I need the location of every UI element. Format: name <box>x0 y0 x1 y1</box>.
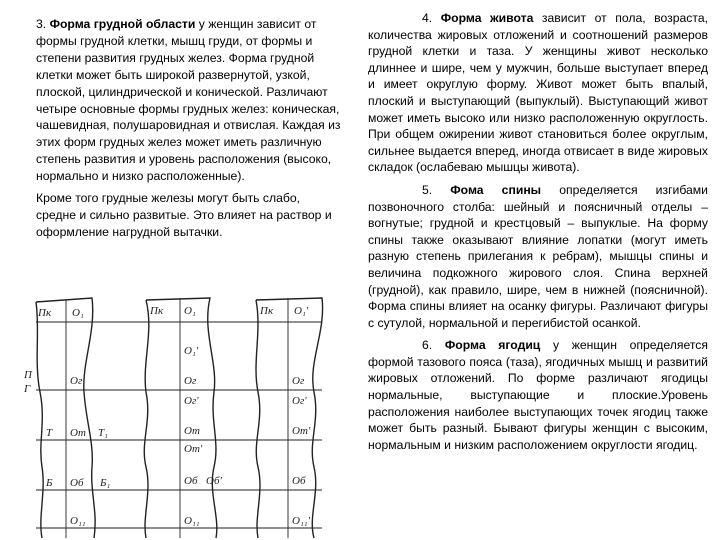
label-o1p-3: О₁' <box>294 305 309 317</box>
chest-extra-paragraph: Кроме того грудные железы могут быть слабо, средне и сильно развитые. Это влияет на раствор и оформление нагрудной вытачки. <box>36 191 332 239</box>
label-o1: О₁ <box>72 307 84 319</box>
label-ob-3: Об <box>292 475 306 487</box>
label-t1: Т₁ <box>98 427 108 439</box>
label-pk: Пк <box>38 307 52 319</box>
buttocks-paragraph <box>368 337 708 453</box>
right-column <box>368 10 708 453</box>
item-number: 3. <box>36 17 50 31</box>
label-otp-2: От' <box>184 443 203 455</box>
figure-silhouettes-drawing <box>22 292 352 540</box>
item-title: Форма живота <box>440 11 534 25</box>
item-text: определяется изгибами позвоночного столба: шейный и поясничный отделы – вогнутые; грудной и крестцовый – выпуклые. На форму спины также оказывают влияние лопатки (могут иметь разную степень прилегания к ребрам), мышцы спины и величина подкожного жирового слоя. Спина верхней (грудной), как правило, шире, чем в нижней (поясничной). Форма спины влияет на осанку фигуры. Различают фигуры с сутулой, нормальной и перегибистой осанкой. <box>368 182 708 330</box>
item-number: 4. <box>422 11 441 25</box>
abdomen-paragraph <box>368 10 708 176</box>
label-g: Г <box>24 383 31 395</box>
item-number: 6. <box>422 338 445 353</box>
label-og-2: Ог <box>184 375 197 387</box>
item-text: зависит от пола, возраста, количества жировых отложений и соотношений размеров грудной клетки и таза. У женщины живот несколько длиннее и шире, чем у мужчин, больше выступает вперед и имеет округлую форму. Живот может быть впалый, плоский и выступающий (выпуклый). Выступающий живот может иметь высоко или низко расположенную округлость. При общем ожирении живот становиться более округлым, сильнее выдается вперед, иногда отвисает в виде жировых складок (ослабеваю мышцы живота). <box>368 11 708 175</box>
item-title: Форма ягодиц <box>444 338 541 353</box>
item-text: у женщин зависит от формы грудной клетки, мышц груди, от формы и степени развития грудных желез. Форма грудной клетки может быть широкой развернутой, узкой, плоской, цилиндрической и конической. Различают четыре основные формы грудных желез: коническая, чашевидная, полушаровидная и отвислая. Каждая из этих форм грудных желез может иметь различную степень развития и уровень расположения (высоко, нормально и низко расположенные). <box>36 17 341 184</box>
label-t: Т <box>46 427 53 439</box>
label-ob-2: Об <box>184 475 198 487</box>
label-o11: О₁₁ <box>70 515 86 527</box>
item-title: Форма грудной области <box>49 17 196 31</box>
label-ot-2: От <box>184 425 200 437</box>
label-ogp-2: Ог' <box>184 395 199 407</box>
label-b1: Б₁ <box>100 477 111 489</box>
label-otp-3: От' <box>292 425 311 437</box>
label-o11-2: О₁₁ <box>184 515 200 527</box>
chest-paragraph <box>36 16 342 185</box>
label-ob: Об <box>70 477 84 489</box>
level-lines <box>36 322 322 528</box>
label-og: Ог <box>70 375 83 387</box>
item-text: у женщин определяется формой тазового пояса (таза), ягодичных мышц и развитий жировых отложений. По форме различают ягодицы нормальные, выступающие и плоские.Уровень расположения наиболее выступающих точек ягодиц также может быть разный. Бывают фигуры женщин с высоким, нормальным и низким расположением округлости ягодиц. <box>368 338 708 452</box>
silhouette-3 <box>256 298 323 538</box>
left-column <box>36 16 342 241</box>
label-obp-2: Об' <box>206 475 222 487</box>
label-b: Б <box>46 477 53 489</box>
label-o1p-2: О₁' <box>184 345 199 357</box>
back-paragraph <box>368 182 708 331</box>
item-title: Фома спины <box>450 182 542 197</box>
center-lines <box>66 298 288 538</box>
label-o11p-3: О₁₁' <box>292 515 310 527</box>
label-p: П <box>24 369 32 381</box>
label-pk-3: Пк <box>260 305 274 317</box>
silhouette-2 <box>144 298 217 538</box>
label-pk-2: Пк <box>150 305 164 317</box>
label-ot: От <box>70 427 86 439</box>
label-ogp-3: Ог' <box>292 395 307 407</box>
label-og-3: Ог <box>292 375 305 387</box>
item-number: 5. <box>422 182 451 197</box>
label-o1-2: О₁ <box>184 305 196 317</box>
